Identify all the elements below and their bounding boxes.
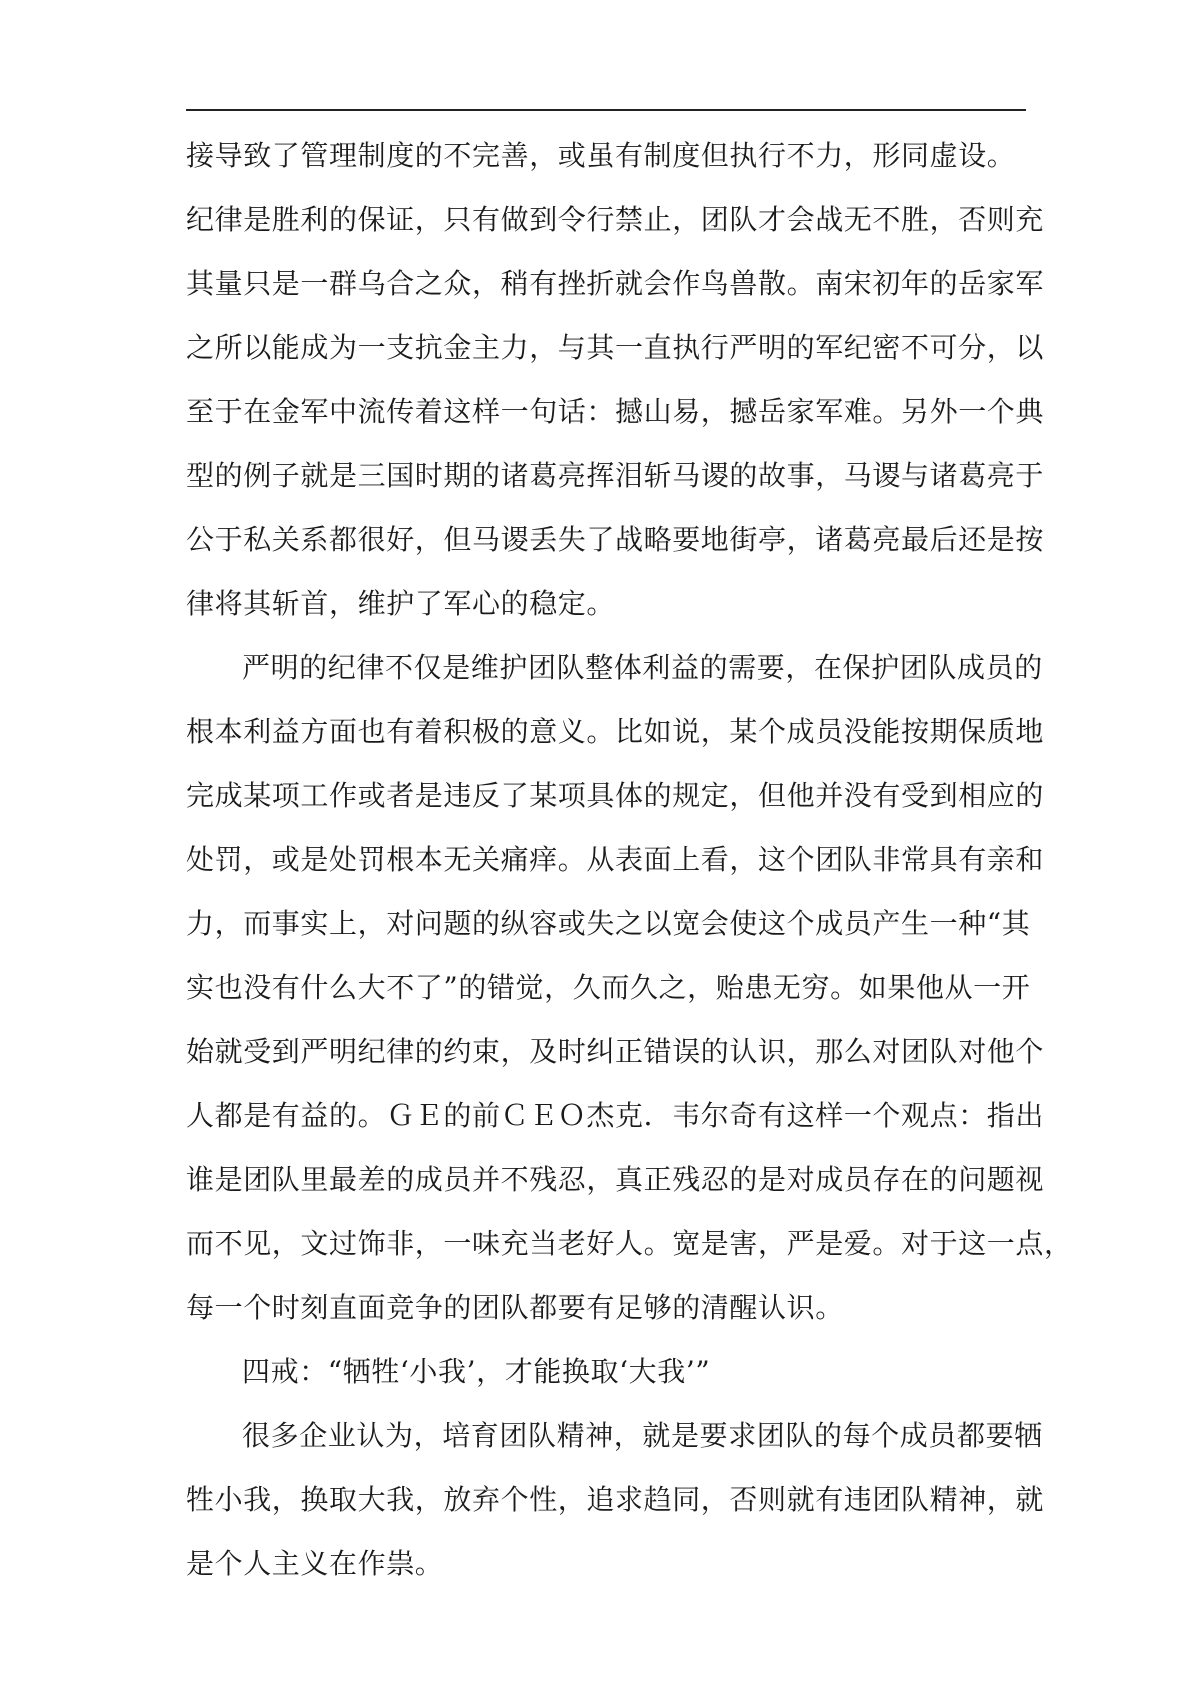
text-line-12: 处罚，或是处罚根本无关痛痒。从表面上看，这个团队非常具有亲和 xyxy=(186,843,1045,876)
text-line-19: 每一个时刻直面竞争的团队都要有足够的清醒认识。 xyxy=(186,1291,844,1324)
text-line-13: 力，而事实上，对问题的纵容或失之以宽会使这个成员产生一种“其 xyxy=(186,907,1031,940)
text-line-5: 至于在金军中流传着这样一句话：撼山易，撼岳家军难。另外一个典 xyxy=(186,395,1045,428)
text-line-7: 公于私关系都很好，但马谡丢失了战略要地街亭，诸葛亮最后还是按 xyxy=(186,523,1045,556)
text-line-9: 严明的纪律不仅是维护团队整体利益的需要，在保护团队成员的 xyxy=(242,651,1043,684)
text-line-15: 始就受到严明纪律的约束，及时纠正错误的认识，那么对团队对他个 xyxy=(186,1035,1045,1068)
text-line-3: 其量只是一群乌合之众，稍有挫折就会作鸟兽散。南宋初年的岳家军 xyxy=(186,267,1045,300)
header-rule xyxy=(186,109,1026,111)
text-line-11: 完成某项工作或者是违反了某项具体的规定，但他并没有受到相应的 xyxy=(186,779,1045,812)
text-line-18: 而不见，文过饰非，一味充当老好人。宽是害，严是爱。对于这一点， xyxy=(186,1227,1073,1260)
text-line-8: 律将其斩首，维护了军心的稳定。 xyxy=(186,587,616,620)
text-line-4: 之所以能成为一支抗金主力，与其一直执行严明的军纪密不可分，以 xyxy=(186,331,1045,364)
text-line-22: 牲小我，换取大我，放弃个性，追求趋同，否则就有违团队精神，就 xyxy=(186,1483,1045,1516)
text-line-14: 实也没有什么大不了”的错觉，久而久之，贻患无穷。如果他从一开 xyxy=(186,971,1031,1004)
text-line-17: 谁是团队里最差的成员并不残忍，真正残忍的是对成员存在的问题视 xyxy=(186,1163,1045,1196)
text-line-21: 很多企业认为，培育团队精神，就是要求团队的每个成员都要牺 xyxy=(242,1419,1043,1452)
body-text xyxy=(186,124,1073,1596)
text-line-23: 是个人主义在作祟。 xyxy=(186,1547,444,1580)
text-line-16: 人都是有益的。ＧＥ的前ＣＥＯ杰克．韦尔奇有这样一个观点：指出 xyxy=(186,1099,1045,1132)
text-line-10: 根本利益方面也有着积极的意义。比如说，某个成员没能按期保质地 xyxy=(186,715,1045,748)
section-heading: 四戒：“牺牲‘小我’，才能换取‘大我’” xyxy=(242,1355,711,1388)
text-line-1: 接导致了管理制度的不完善，或虽有制度但执行不力，形同虚设。 xyxy=(186,139,1016,172)
text-line-2: 纪律是胜利的保证，只有做到令行禁止，团队才会战无不胜，否则充 xyxy=(186,203,1045,236)
text-line-6: 型的例子就是三国时期的诸葛亮挥泪斩马谡的故事，马谡与诸葛亮于 xyxy=(186,459,1045,492)
